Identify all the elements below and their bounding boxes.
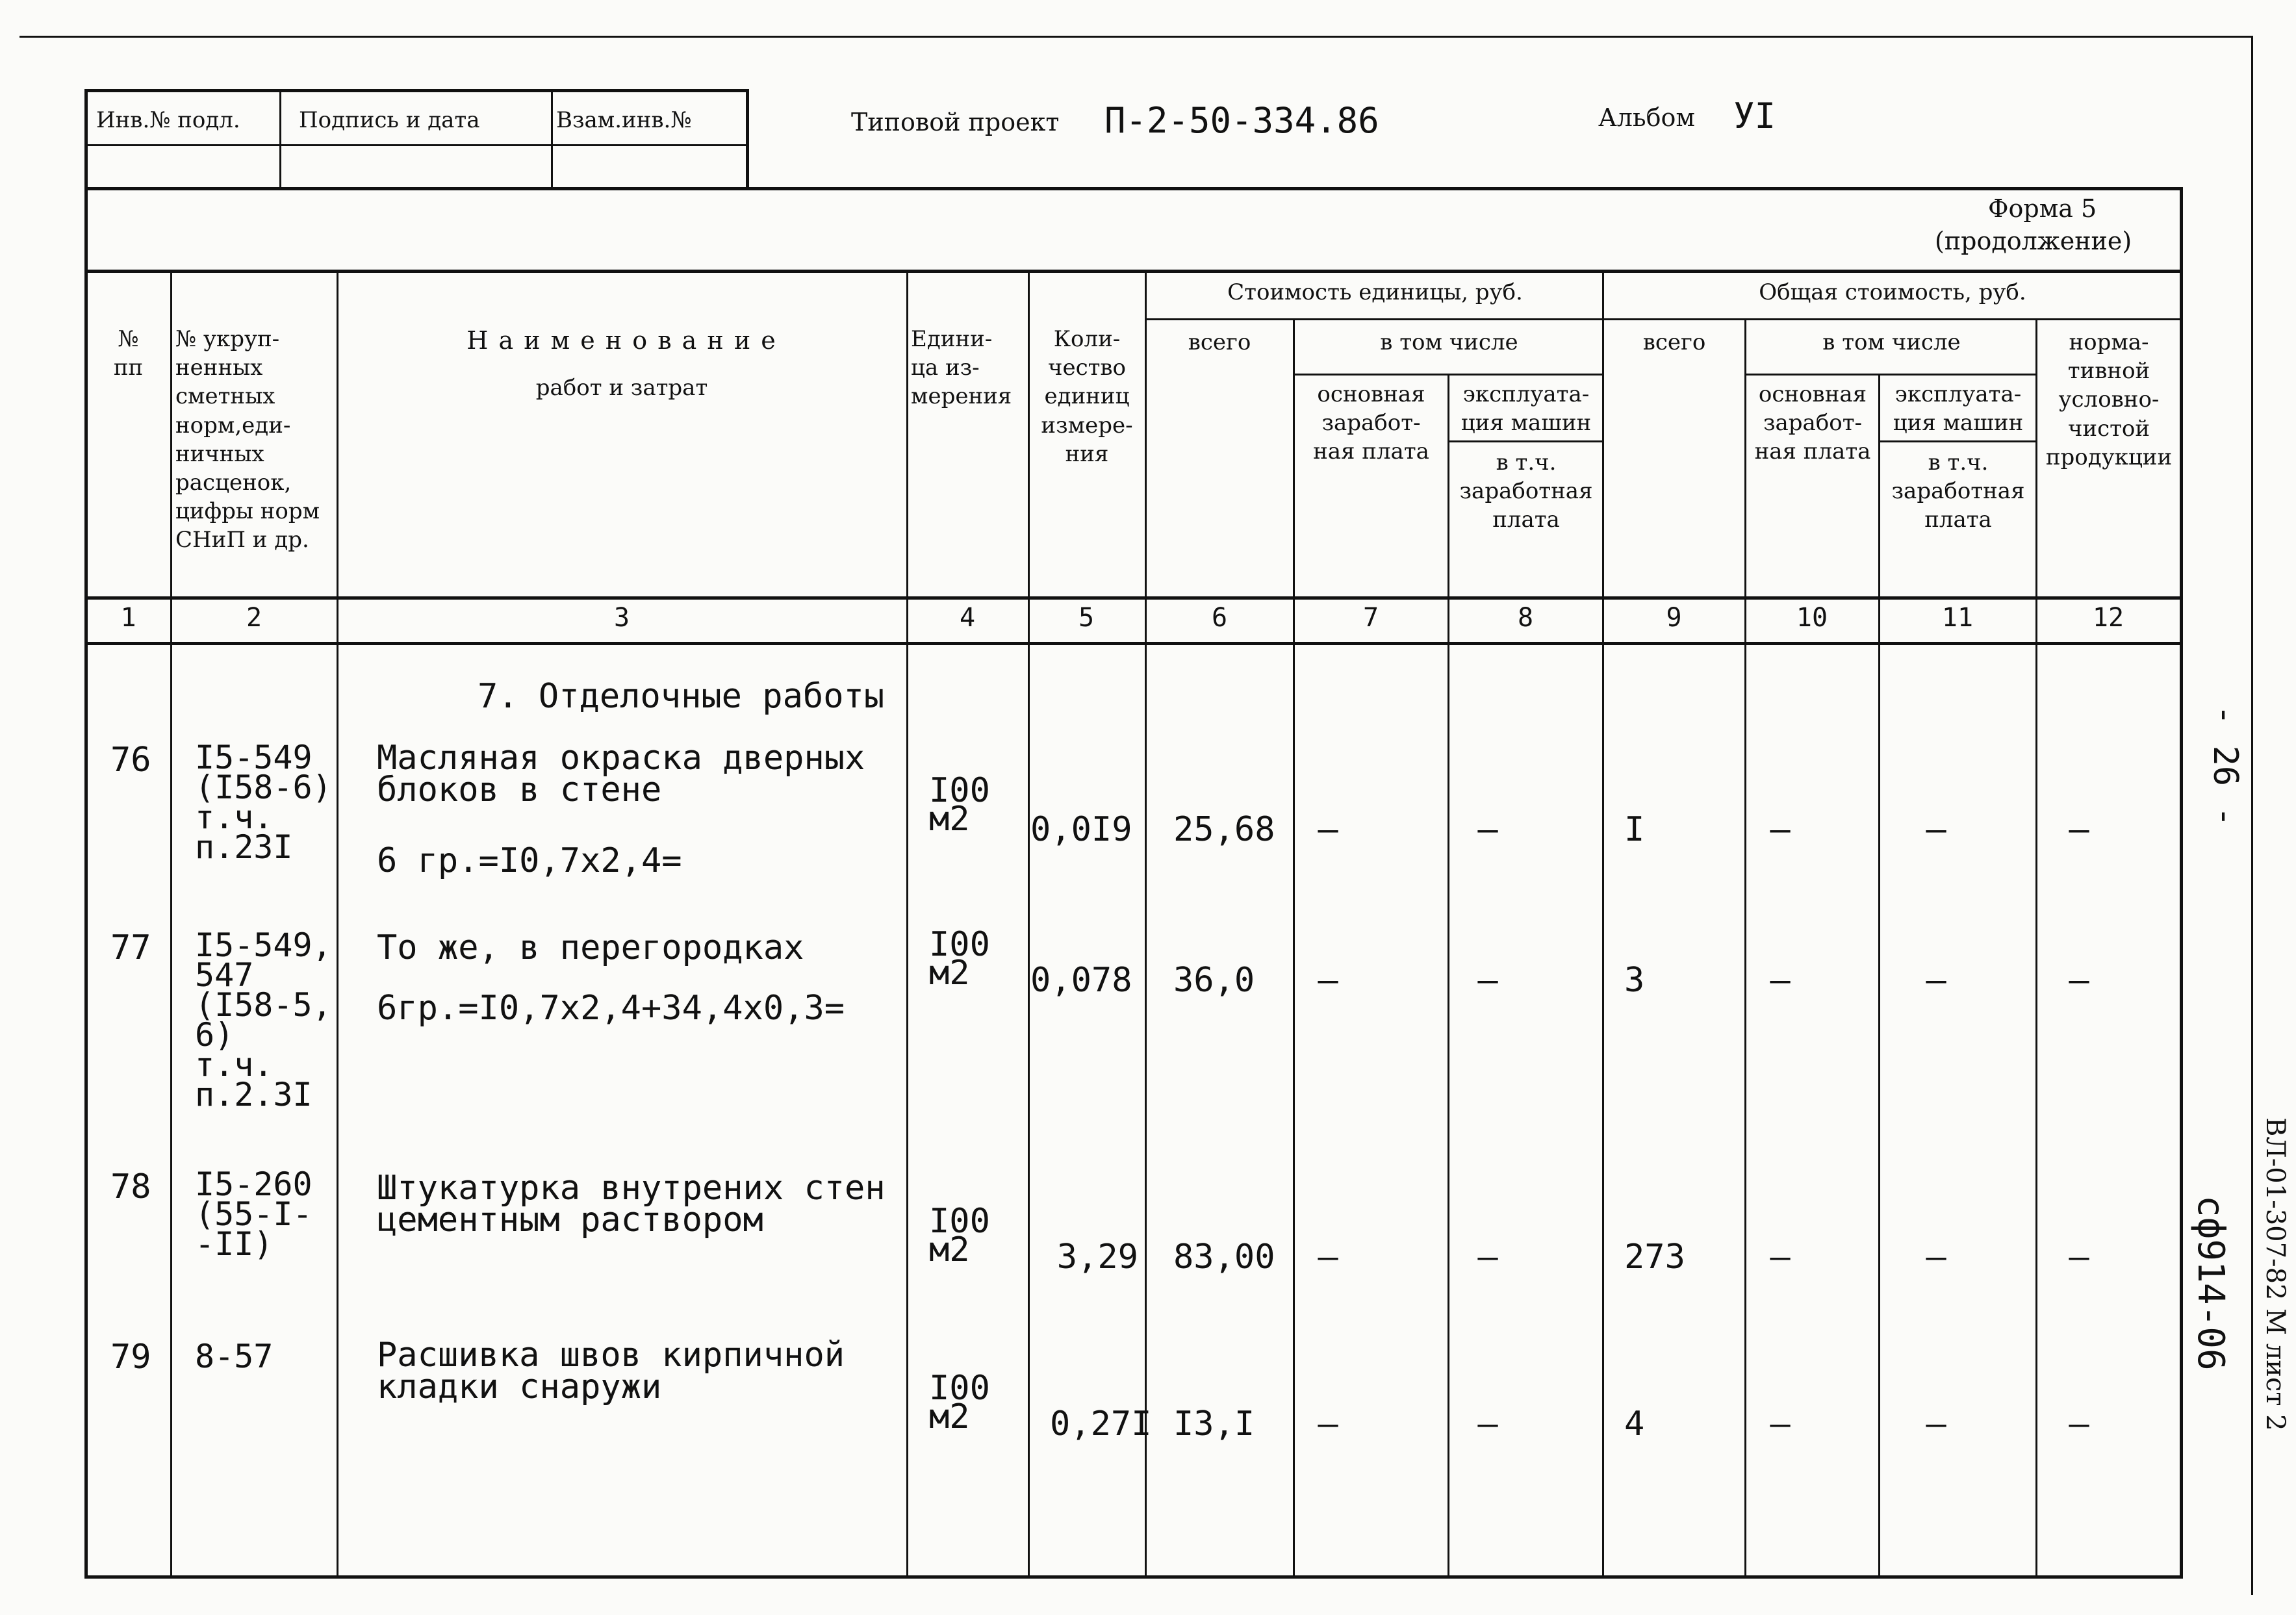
header-machines-1: эксплуата- ция машин <box>1461 381 1592 437</box>
header-col11: в т.ч. заработная плата <box>1891 450 2025 533</box>
row-total: 4 <box>1624 1405 1645 1443</box>
row-qty: 0,0I9 <box>1030 810 1132 849</box>
document-code: сф914-06 <box>2189 1195 2232 1371</box>
stamp-podpis-data: Подпись и дата <box>299 107 480 133</box>
row-unit: I00 м2 <box>929 771 990 839</box>
header-col12: норма- тивной условно- чистой продукции <box>2045 329 2173 470</box>
row-col11: – <box>1926 1238 1946 1277</box>
row-qty: 3,29 <box>1056 1238 1138 1277</box>
header-col5: Коли- чество единиц измере- ния <box>1041 326 1133 467</box>
header-col3-sub: работ и затрат <box>535 375 708 401</box>
section-title: 7. Отделочные работы <box>478 677 885 716</box>
header-col8: в т.ч. заработная плата <box>1459 450 1593 533</box>
project-label: Типовой проект <box>851 108 1060 136</box>
row-calc: 6 гр.=I0,7x2,4= <box>377 841 682 880</box>
row-unit: I00 м2 <box>929 1202 990 1270</box>
row-col7: – <box>1318 1405 1338 1443</box>
album-number: УI <box>1733 95 1776 136</box>
header-col9: всего <box>1642 329 1706 355</box>
header-machines-2: эксплуата- ция машин <box>1893 381 2024 437</box>
row-name: Масляная окраска дверных блоков в стене <box>377 739 865 810</box>
header-col3-title: Н а и м е н о в а н и е <box>466 326 777 355</box>
row-cost: 36,0 <box>1173 961 1255 1000</box>
row-col7: – <box>1318 810 1338 849</box>
row-col12: – <box>2069 1405 2089 1443</box>
header-col10: основная заработ- ная плата <box>1754 381 1871 465</box>
row-cost: 83,00 <box>1173 1238 1275 1277</box>
col-number-4: 4 <box>959 603 976 633</box>
row-col11: – <box>1926 961 1946 1000</box>
row-total: 3 <box>1624 961 1645 1000</box>
row-qty: 0,078 <box>1030 961 1132 1000</box>
col-number-6: 6 <box>1211 603 1228 633</box>
row-col12: – <box>2069 810 2089 849</box>
row-name: То же, в перегородках <box>377 928 804 967</box>
row-calc: 6гр.=I0,7x2,4+34,4x0,3= <box>377 989 845 1028</box>
row-code: I5-549 (I58-6) т.ч. п.23I <box>195 739 332 866</box>
header-col2: № укруп- ненных сметных норм,еди- ничных расценок, цифры норм СНиП и др. <box>175 326 320 553</box>
row-col8: – <box>1477 1238 1498 1277</box>
row-cost: I3,I <box>1173 1405 1255 1443</box>
col-number-11: 11 <box>1941 603 1974 633</box>
page-number: - 26 - <box>2206 705 2245 827</box>
row-code: 8-57 <box>195 1338 274 1375</box>
row-unit: I00 м2 <box>929 925 990 993</box>
row-col8: – <box>1477 810 1498 849</box>
row-col8: – <box>1477 961 1498 1000</box>
col-number-5: 5 <box>1078 603 1095 633</box>
form-title: Форма 5 <box>1988 194 2097 223</box>
header-col7: основная заработ- ная плата <box>1313 381 1429 465</box>
sheet-reference: ВЛ-01-307-82 М лист 2 <box>2260 1117 2290 1431</box>
project-number: П-2-50-334.86 <box>1104 100 1379 141</box>
row-unit: I00 м2 <box>929 1369 990 1437</box>
row-col8: – <box>1477 1405 1498 1443</box>
col-number-2: 2 <box>246 603 262 633</box>
row-total: 273 <box>1624 1238 1685 1277</box>
col-number-8: 8 <box>1517 603 1534 633</box>
row-col10: – <box>1770 810 1791 849</box>
form-subtitle: (продолжение) <box>1935 227 2132 255</box>
header-col1: № пп <box>113 326 144 381</box>
row-col12: – <box>2069 1238 2089 1277</box>
row-col7: – <box>1318 961 1338 1000</box>
col-number-9: 9 <box>1666 603 1682 633</box>
header-incl-2: в том числе <box>1822 329 1961 355</box>
row-name: Штукатурка внутрених стен цементным раствором <box>377 1169 886 1240</box>
row-name: Расшивка швов кирпичной кладки снаружи <box>377 1336 845 1407</box>
row-number: 78 <box>110 1167 151 1206</box>
header-total-cost: Общая стоимость, руб. <box>1759 279 2026 305</box>
header-col6: всего <box>1188 329 1251 355</box>
row-qty: 0,27I <box>1050 1405 1152 1443</box>
row-total: I <box>1624 810 1645 849</box>
row-col7: – <box>1318 1238 1338 1277</box>
col-number-10: 10 <box>1796 603 1828 633</box>
row-code: I5-549, 547 (I58-5, 6) т.ч. п.2.3I <box>195 926 332 1113</box>
row-col11: – <box>1926 1405 1946 1443</box>
row-cost: 25,68 <box>1173 810 1275 849</box>
header-incl-1: в том числе <box>1380 329 1518 355</box>
stamp-inv-podl: Инв.№ подл. <box>96 107 240 133</box>
row-col10: – <box>1770 961 1791 1000</box>
row-code: I5-260 (55-I- -II) <box>195 1165 313 1263</box>
header-col4: Едини- ца из- мерения <box>911 326 1012 410</box>
col-number-12: 12 <box>2092 603 2124 633</box>
stamp-vzam-inv: Взам.инв.№ <box>556 107 692 133</box>
row-col11: – <box>1926 810 1946 849</box>
row-col10: – <box>1770 1238 1791 1277</box>
row-col12: – <box>2069 961 2089 1000</box>
row-number: 77 <box>110 928 151 967</box>
row-number: 76 <box>110 741 151 780</box>
row-col10: – <box>1770 1405 1791 1443</box>
header-unit-cost: Стоимость единицы, руб. <box>1227 279 1523 305</box>
col-number-3: 3 <box>613 603 630 633</box>
col-number-1: 1 <box>120 603 136 633</box>
album-label: Альбом <box>1598 103 1695 132</box>
row-number: 79 <box>110 1338 151 1377</box>
col-number-7: 7 <box>1362 603 1379 633</box>
